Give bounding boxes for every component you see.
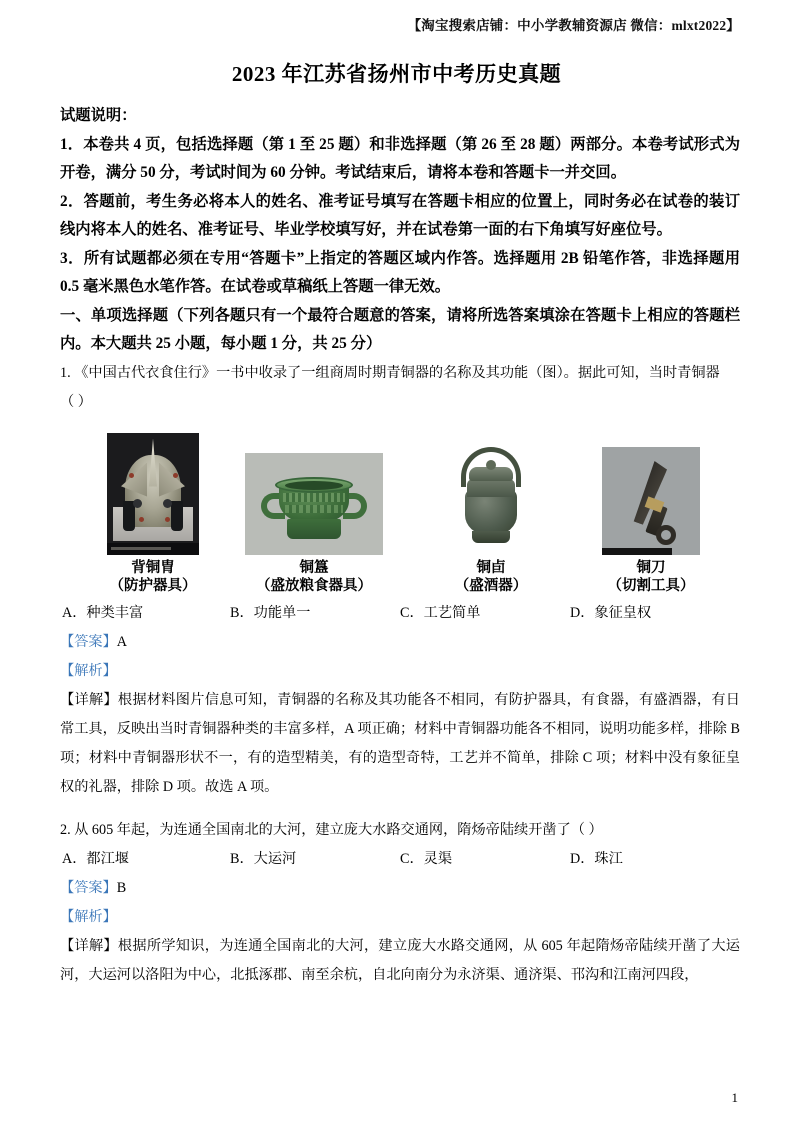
figure-2-name: 铜簋: [299, 559, 329, 576]
bronze-knife-icon: [602, 447, 700, 555]
question-2-number: 2.: [60, 821, 71, 838]
figure-bronze-knife: [576, 447, 726, 595]
question-1-figure-group: [60, 433, 740, 595]
question-2-stem: [60, 816, 740, 845]
question-1-options: [60, 599, 740, 628]
figure-4-name: 铜刀: [636, 559, 666, 576]
answer-tag: 【答案】: [60, 879, 117, 896]
question-1-detail-text: 根据材料图片信息可知，青铜器的名称及其功能各不相同，有防护器具，有食器，有盛酒器，有日常工具，反映出当时青铜器种类的丰富多样，A 项正确；材料中青铜器功能各不相同，说明功能多样，排除 B 项；材料中青铜器形状不一，有的造型精美，有的造型奇特，工艺并不简单，排除 C 项；材料中没有象征皇权的礼器，排除 D 项。故选 A 项。: [60, 691, 740, 795]
question-1-text: 《中国古代衣食住行》一书中收录了一组商周时期青铜器的名称及其功能（图）。据此可知，当时青铜器: [74, 364, 720, 381]
question-1-option-b[interactable]: B．功能单一: [230, 604, 311, 621]
question-1-analysis-tag: 【解析】: [60, 662, 117, 679]
answer-tag: 【答案】: [60, 633, 117, 650]
figure-bronze-you: [416, 435, 566, 595]
question-1-option-c[interactable]: C．工艺简单: [400, 604, 481, 621]
figure-3-name: 铜卣: [476, 559, 506, 576]
question-2-option-b[interactable]: B．大运河: [230, 850, 297, 867]
figure-4-function: （切割工具）: [607, 577, 695, 594]
question-2-option-d[interactable]: D．珠江: [570, 850, 623, 867]
question-2-detail-text: 根据所学知识，为连通全国南北的大河，建立庞大水路交通网，从 605 年起隋炀帝陆续开凿了大运河，大运河以洛阳为中心，北抵涿郡、南至余杭，自北向南分为永济渠、通济渠、邗沟和江南河四段，: [60, 937, 740, 983]
document-body: [0, 102, 793, 990]
detail-tag: 【详解】: [60, 937, 118, 954]
instructions-label: 试题说明：: [60, 107, 137, 124]
figure-2-function: （盛放粮食器具）: [256, 577, 372, 594]
instruction-item-3: 3．所有试题都必须在专用“答题卡”上指定的答题区域内作答。选择题用 2B 铅笔作答，非选择题用 0.5 毫米黑色水笔作答。在试卷或草稿纸上答题一律无效。: [60, 249, 740, 295]
bronze-gui-icon: [245, 453, 383, 555]
question-1-answer-value: A: [116, 633, 128, 650]
question-1-answer: [60, 628, 740, 657]
bronze-you-icon: [443, 435, 539, 555]
question-2-options: [60, 845, 740, 874]
question-2-detail: [60, 932, 740, 990]
question-2-text: 从 605 年起，为连通全国南北的大河，建立庞大水路交通网，隋炀帝陆续开凿了（ ）: [74, 821, 603, 838]
instruction-item-2: 2．答题前，考生务必将本人的姓名、准考证号填写在答题卡相应的位置上，同时务必在试卷的装订线内将本人的姓名、准考证号、毕业学校填写好，并在试卷第一面的右下角填写好座位号。: [60, 192, 740, 238]
bronze-helmet-icon: [107, 433, 199, 555]
question-2-answer: [60, 874, 740, 903]
question-2-analysis-tag: 【解析】: [60, 908, 117, 925]
question-2-option-c[interactable]: C．灵渠: [400, 850, 453, 867]
figure-3-function: （盛酒器）: [454, 577, 528, 594]
question-1-number: 1.: [60, 364, 71, 381]
figure-bronze-helmet: [78, 433, 228, 595]
question-1-option-d[interactable]: D．象征皇权: [570, 604, 652, 621]
section-heading: 一、单项选择题（下列各题只有一个最符合题意的答案，请将所选答案填涂在答题卡上相应的答题栏内。本大题共 25 小题，每小题 1 分，共 25 分）: [60, 306, 740, 352]
figure-1-function: （防护器具）: [109, 577, 197, 594]
question-1-detail: [60, 686, 740, 802]
figure-1-name: 背铜胄: [131, 559, 175, 576]
question-2-answer-value: B: [116, 879, 127, 896]
shop-banner: 【淘宝搜索店铺：中小学教辅资源店 微信：mlxt2022】: [407, 18, 740, 33]
question-1-option-a[interactable]: A．种类丰富: [62, 604, 144, 621]
page-title: 2023 年江苏省扬州市中考历史真题: [231, 62, 562, 86]
question-1-stem: [60, 359, 740, 388]
figure-bronze-gui: [234, 453, 394, 595]
page-number: 1: [731, 1090, 738, 1105]
detail-tag: 【详解】: [60, 691, 118, 708]
instruction-item-1: 1．本卷共 4 页，包括选择题（第 1 至 25 题）和非选择题（第 26 至 28 题）两部分。本卷考试形式为开卷，满分 50 分，考试时间为 60 分钟。考试结束后，请将本卷和答题卡一并交回。: [60, 135, 740, 181]
question-1-blank: （ ）: [60, 393, 92, 410]
question-2-option-a[interactable]: A．都江堰: [62, 850, 129, 867]
